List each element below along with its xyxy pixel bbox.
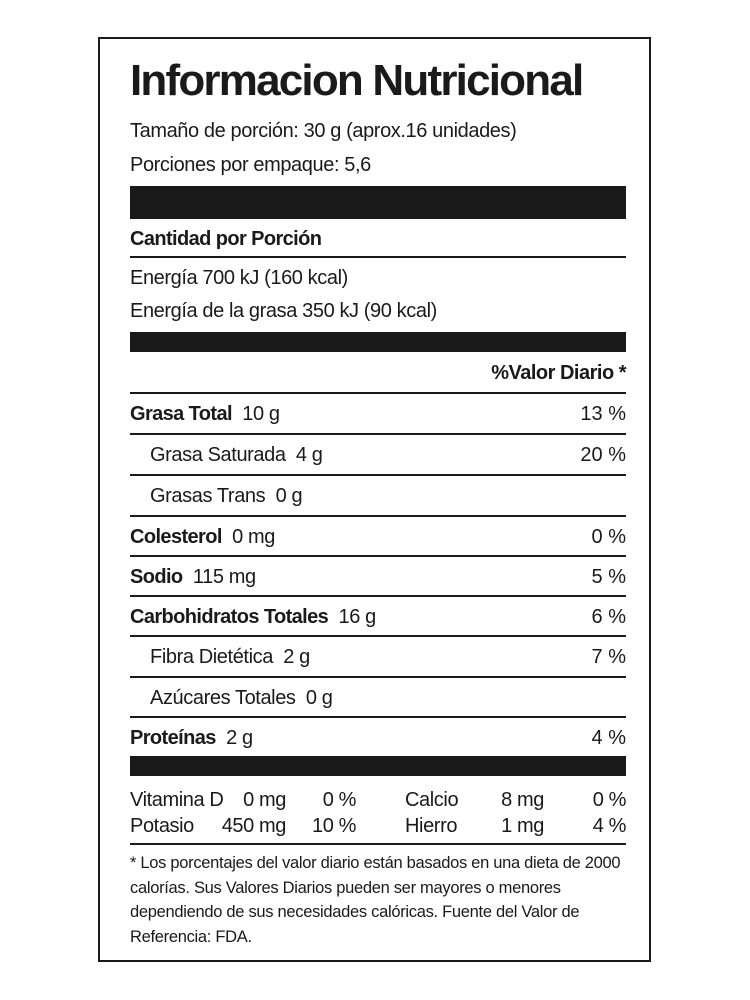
vitamin-dv: 0 % <box>322 789 356 811</box>
nutrient-row-fiber <box>130 637 626 677</box>
vitamin-amount: 0 mg <box>243 789 286 811</box>
mineral-amount: 1 mg <box>501 815 544 837</box>
nutrient-dv: 6 % <box>591 606 626 628</box>
daily-value-header: %Valor Diario * <box>491 362 626 384</box>
nutrient-row-cholesterol <box>130 517 626 557</box>
nutrient-name: Colesterol <box>130 526 222 548</box>
nutrient-amount: 16 g <box>338 606 376 628</box>
vitamin-name: Vitamina D <box>130 789 224 811</box>
thick-divider <box>130 186 626 219</box>
nutrition-facts-label <box>98 37 651 962</box>
divider <box>130 256 626 258</box>
mineral-amount: 8 mg <box>501 789 544 811</box>
nutrient-row-sugars <box>130 678 626 718</box>
nutrient-amount: 10 g <box>242 403 280 425</box>
nutrient-name: Grasa Total <box>130 403 232 425</box>
nutrient-amount: 2 g <box>226 727 253 749</box>
nutrient-dv: 20 % <box>580 444 626 466</box>
nutrient-amount: 0 mg <box>232 526 276 548</box>
servings-per-container: Porciones por empaque: 5,6 <box>130 154 371 176</box>
nutrient-name: Grasa Saturada <box>150 444 286 466</box>
nutrient-row-carbohydrates <box>130 597 626 637</box>
label-title: Informacion Nutricional <box>130 56 583 105</box>
nutrient-dv: 13 % <box>580 403 626 425</box>
nutrient-amount: 115 mg <box>192 566 256 588</box>
vitamin-row <box>130 814 626 840</box>
nutrient-row-protein <box>130 718 626 758</box>
vitamin-amount: 450 mg <box>221 815 286 837</box>
vitamin-row <box>130 788 626 814</box>
nutrient-dv: 4 % <box>591 727 626 749</box>
nutrient-name: Fibra Dietética <box>150 646 273 668</box>
nutrient-row-total-fat <box>130 394 626 434</box>
nutrient-name: Proteínas <box>130 727 216 749</box>
amount-per-serving: Cantidad por Porción <box>130 228 322 250</box>
nutrient-dv: 0 % <box>591 526 626 548</box>
serving-size: Tamaño de porción: 30 g (aprox.16 unidades) <box>130 120 517 142</box>
nutrient-amount: 4 g <box>295 444 323 466</box>
nutrient-row-saturated-fat <box>130 435 626 475</box>
mineral-name: Calcio <box>405 789 459 811</box>
nutrient-amount: 0 g <box>275 485 303 507</box>
nutrient-dv: 5 % <box>591 566 626 588</box>
mineral-dv: 0 % <box>592 789 626 811</box>
fat-energy: Energía de la grasa 350 kJ (90 kcal) <box>130 300 437 322</box>
vitamin-name: Potasio <box>130 815 194 837</box>
nutrient-name: Sodio <box>130 566 183 588</box>
mineral-dv: 4 % <box>592 815 626 837</box>
mineral-name: Hierro <box>405 815 458 837</box>
nutrient-amount: 0 g <box>305 687 333 709</box>
label-content <box>130 39 626 960</box>
medium-divider <box>130 756 626 776</box>
medium-divider <box>130 332 626 352</box>
divider <box>130 843 626 845</box>
footnote: * Los porcentajes del valor diario están basados en una dieta de 2000 calorías. Sus Valores Diarios pueden ser mayores o menores dependiendo de sus necesidades calóricas. Fuente del Valor de Referencia: FDA. <box>130 854 621 946</box>
nutrient-dv: 7 % <box>591 646 626 668</box>
nutrient-name: Azúcares Totales <box>150 687 296 709</box>
nutrient-name: Carbohidratos Totales <box>130 606 329 628</box>
nutrient-row-sodium <box>130 557 626 597</box>
energy: Energía 700 kJ (160 kcal) <box>130 267 348 289</box>
nutrient-row-trans-fat <box>130 476 626 516</box>
nutrient-amount: 2 g <box>283 646 310 668</box>
vitamin-dv: 10 % <box>312 815 356 837</box>
nutrient-name: Grasas Trans <box>150 485 266 507</box>
